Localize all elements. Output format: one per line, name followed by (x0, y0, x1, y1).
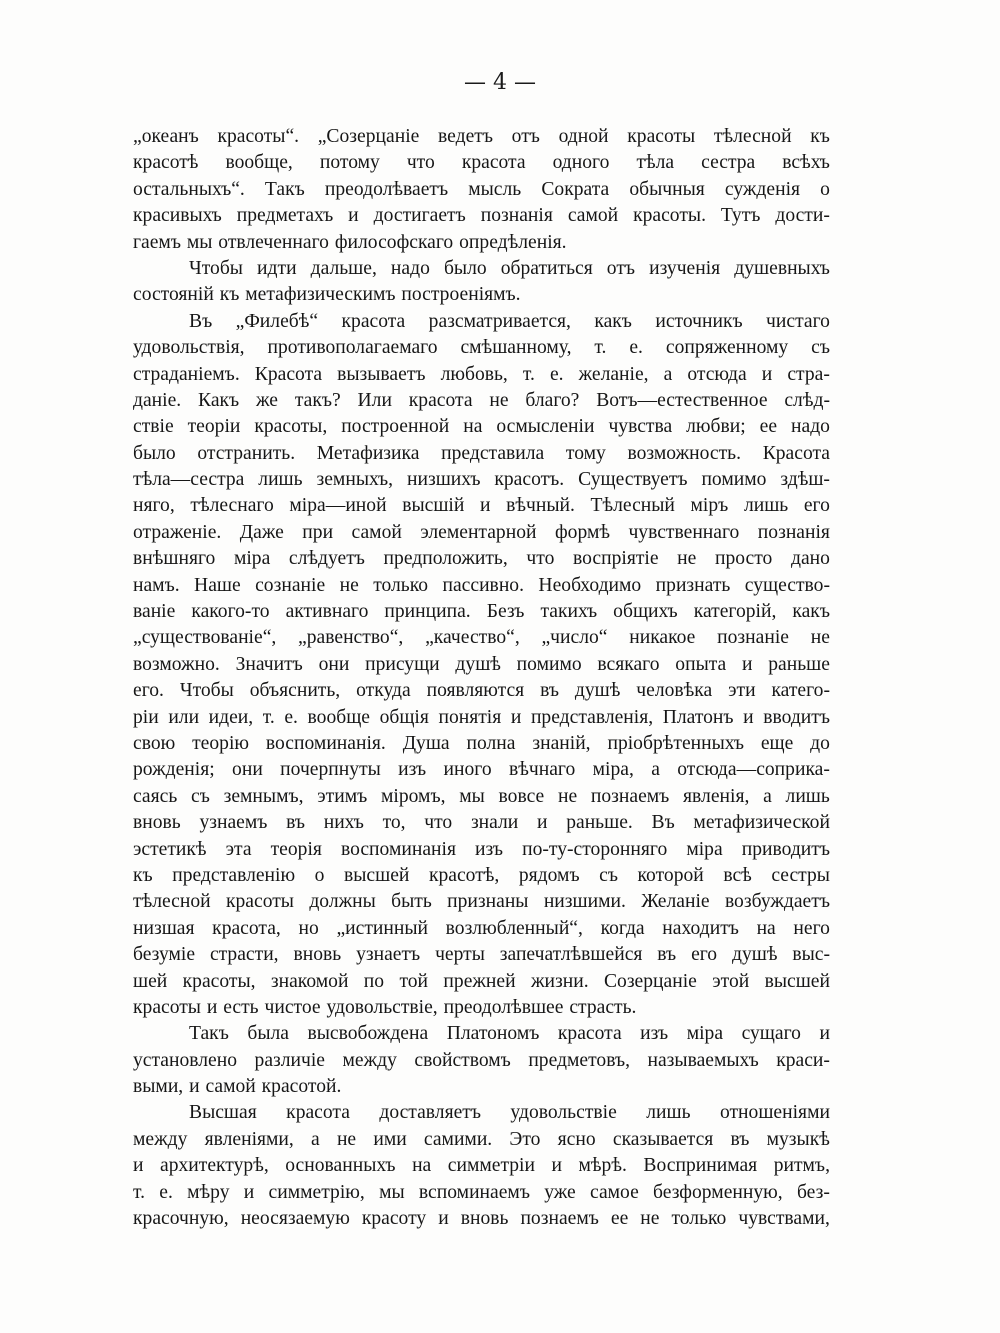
text-line: выми, и самой красотой. (133, 1076, 342, 1098)
text-line: „океанъ красоты“. „Созерцаніе ведетъ отъ одной красоты тѣлесной къ (133, 126, 830, 147)
text-line: остальныхъ“. Такъ преодолѣваетъ мысль Сократа обычныя сужденія о (133, 178, 830, 200)
text-line: установлено различіе между свойствомъ предметовъ, называемыхъ краси- (133, 1049, 830, 1071)
text-line: саясь съ земнымъ, этимъ міромъ, мы вовсе не познаемъ явленія, а лишь (133, 785, 830, 807)
paragraph-5 (133, 1100, 830, 1232)
body-text (133, 124, 830, 1232)
paragraph-4 (133, 1021, 830, 1100)
text-line: къ представленію о высшей красотѣ, рядомъ съ которой всѣ сестры (133, 864, 830, 886)
text-line: и архитектурѣ, основанныхъ на симметріи и мѣрѣ. Воспринимая ритмъ, (133, 1155, 830, 1177)
text-line: возможно. Значитъ они присущи душѣ помимо всякаго опыта и раньше (133, 653, 830, 675)
text-line: Чтобы идти дальше, надо было обратиться отъ изученія душевныхъ (189, 257, 830, 279)
text-line: между явленіями, а не ими самими. Это ясно сказывается въ музыкѣ (133, 1128, 830, 1150)
text-line: ствіе теоріи красоты, построенной на осмысленіи чувства любви; ее надо (133, 416, 830, 438)
text-line: внѣшняго міра слѣдуетъ предположить, что воспріятіе не просто дано (133, 548, 830, 570)
text-line: тѣлесной красоты должны быть признаны низшими. Желаніе возбуждаетъ (133, 891, 830, 913)
text-line: ваніе какого-то активнаго принципа. Безъ такихъ общихъ категорій, какъ (133, 601, 830, 623)
text-line: т. е. мѣру и симметрію, мы вспоминаемъ уже самое безформенную, без- (133, 1181, 830, 1203)
text-line: ріи или идеи, т. е. вообще общія понятія и представленія, Платонъ и вводитъ (133, 706, 830, 728)
text-line: свою теорію воспоминанія. Душа полна знаній, пріобрѣтенныхъ еще до (133, 732, 830, 754)
text-line: красотѣ вообще, потому что красота одного тѣла сестра всѣхъ (133, 152, 830, 174)
text-line: Въ „Филебѣ“ красота разсматривается, какъ источникъ чистаго (189, 310, 830, 332)
text-line: удовольствія, противополагаемаго смѣшанному, т. е. сопряженному съ (133, 337, 830, 359)
text-line: няго, тѣлеснаго міра—иной высшій и вѣчный. Тѣлесный міръ лишь его (133, 495, 830, 517)
text-line: шей красоты, знакомой по той прежней жизни. Созерцаніе этой высшей (133, 970, 830, 992)
text-line: даніе. Какъ же такъ? Или красота не благо? Вотъ—естественное слѣд- (133, 389, 830, 411)
text-line: „существованіе“, „равенство“, „качество“, „число“ никакое познаніе не (133, 627, 830, 649)
text-line: эстетикѣ эта теорія воспоминанія изъ по-ту-сторонняго міра приводитъ (133, 838, 830, 860)
paragraph-3 (133, 309, 830, 1022)
page-number: — 4 — (464, 70, 536, 95)
paragraph-1 (133, 124, 830, 256)
text-line: вновь узнаемъ въ нихъ то, что знали и раньше. Въ метафизической (133, 812, 830, 834)
text-line: красочную, неосязаемую красоту и вновь познаемъ ее не только чувствами, (133, 1208, 830, 1230)
text-line: красоты и есть чистое удовольствіе, преодолѣвшее страсть. (133, 996, 637, 1018)
text-line: намъ. Наше сознаніе не только пассивно. Необходимо признать существо- (133, 574, 830, 596)
text-line: красивыхъ предметахъ и достигаетъ познанія самой красоты. Тутъ дости- (133, 205, 830, 227)
text-line: низшая красота, но „истинный возлюбленный“, когда находитъ на него (133, 917, 830, 939)
paragraph-2 (133, 256, 830, 309)
text-line: рожденія; они почерпнуты изъ иного вѣчнаго міра, а отсюда—соприка- (133, 759, 830, 781)
text-line: состояній къ метафизическимъ построеніямъ. (133, 284, 521, 306)
text-line: тѣла—сестра лишь земныхъ, низшихъ красотъ. Существуетъ помимо здѣш- (133, 469, 830, 491)
text-line: гаемъ мы отвлеченнаго философскаго опредѣленія. (133, 231, 567, 253)
text-line: страданіемъ. Красота вызываетъ любовь, т. е. желаніе, а отсюда и стра- (133, 363, 830, 385)
text-line: было отстранить. Метафизика представила тому возможность. Красота (133, 442, 830, 464)
text-line: его. Чтобы объяснить, откуда появляются въ душѣ человѣка эти катего- (133, 680, 830, 702)
text-line: безуміе страсти, вновь узнаетъ черты запечатлѣвшейся въ его душѣ выс- (133, 944, 830, 966)
text-line: Такъ была высвобождена Платономъ красота изъ міра сущаго и (189, 1023, 830, 1045)
text-line: Высшая красота доставляетъ удовольствіе лишь отношеніями (189, 1102, 830, 1124)
text-line: отраженіе. Даже при самой элементарной формѣ чувственнаго познанія (133, 521, 830, 543)
